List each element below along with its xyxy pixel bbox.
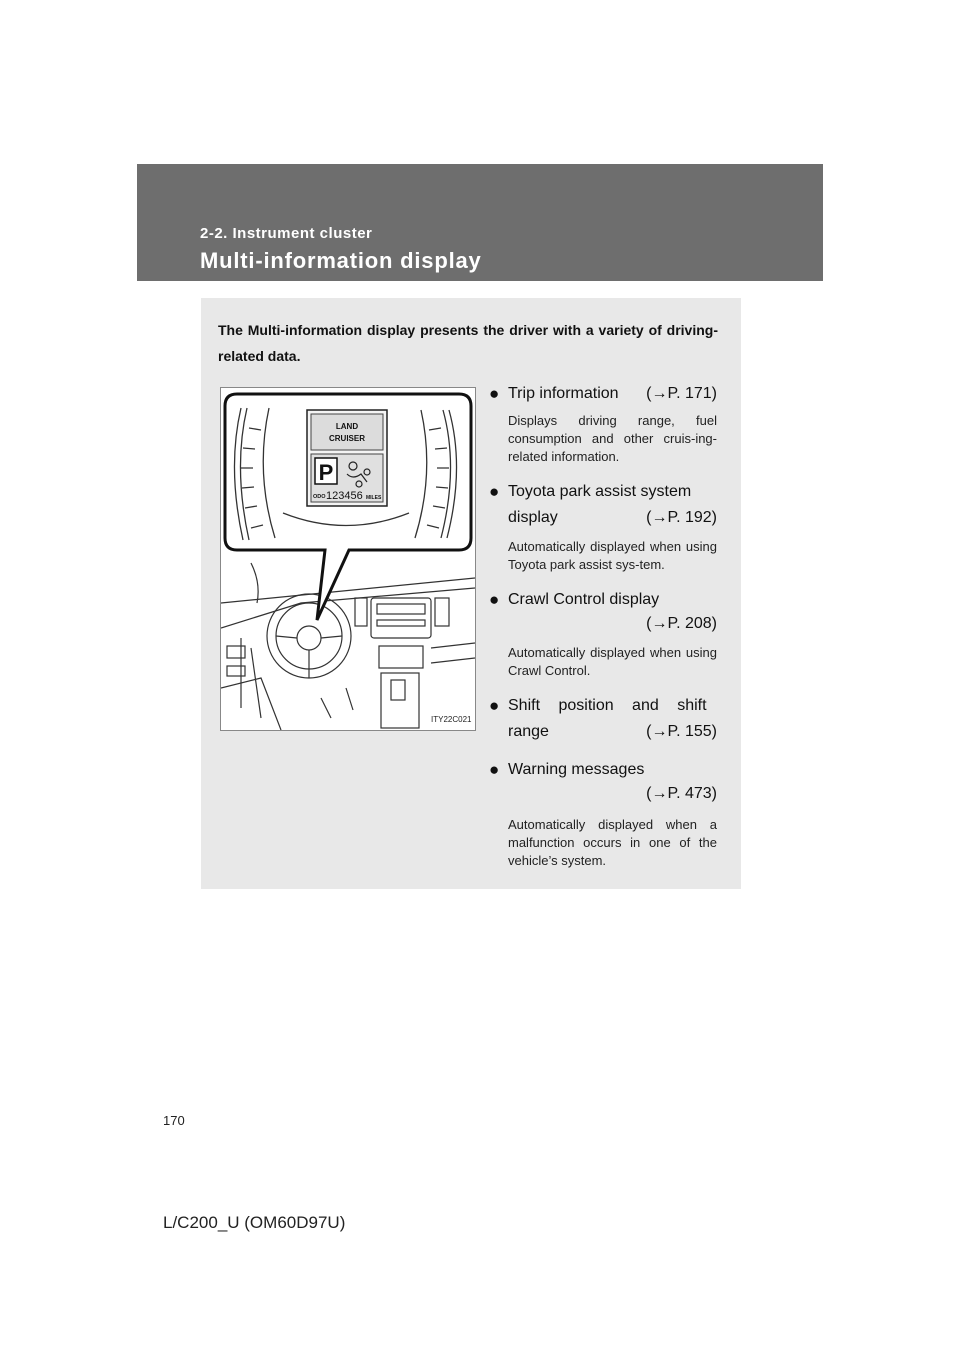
list-item (489, 588, 717, 680)
section-header (137, 164, 823, 281)
item-label: Crawl Control display (508, 591, 660, 608)
intro-text: The Multi-information display presents the driver with a variety of driving-related data. (218, 322, 718, 364)
odo-label: ODO (313, 494, 326, 500)
display-logo-line2: CRUISER (328, 434, 366, 443)
page-reference: (→P. 192) (646, 509, 717, 526)
display-logo-line1: LAND (335, 422, 359, 431)
cluster-drawing (221, 388, 475, 730)
item-description: Automatically displayed when using Crawl Control. (508, 645, 717, 678)
bullet-icon: ● (489, 482, 500, 501)
document-code: L/C200_U (OM60D97U) (163, 1213, 346, 1232)
item-label-continued: display (508, 509, 558, 526)
odo-unit: MILES (366, 495, 382, 501)
section-label: 2-2. Instrument cluster (200, 225, 373, 242)
bullet-icon: ● (489, 590, 500, 609)
list-item (489, 694, 717, 744)
dashboard-drawing (221, 563, 475, 730)
page-title: Multi-information display (200, 248, 482, 273)
figure-code: ITY22C021 (431, 715, 472, 724)
content-panel (201, 298, 741, 889)
item-label: Shift position and shift (508, 697, 707, 714)
item-description: Automatically displayed when using Toyota park assist sys-tem. (508, 539, 717, 572)
list-item (489, 758, 717, 870)
display-items-list (489, 382, 717, 880)
item-label: Trip information (508, 385, 619, 402)
item-label-continued: range (508, 723, 549, 740)
item-label: Toyota park assist system (508, 483, 692, 500)
item-label: Warning messages (508, 761, 645, 778)
shift-position-letter: P (318, 460, 334, 485)
list-item (489, 382, 717, 466)
page-reference: (→P. 473) (646, 785, 717, 802)
page-number: 170 (163, 1113, 185, 1128)
page-reference: (→P. 208) (646, 615, 717, 632)
list-item (489, 480, 717, 574)
page-reference: (→P. 171) (646, 385, 717, 402)
item-description: Displays driving range, fuel consumption and other cruis-ing-related information. (508, 413, 717, 464)
item-description: Automatically displayed when a malfunction occurs in one of the vehicle’s system. (508, 817, 717, 868)
bullet-icon: ● (489, 384, 500, 403)
odometer-value: 123456 (326, 490, 363, 502)
bullet-icon: ● (489, 760, 500, 779)
instrument-cluster-illustration (220, 387, 476, 731)
bullet-icon: ● (489, 696, 500, 715)
page-reference: (→P. 155) (646, 723, 717, 740)
